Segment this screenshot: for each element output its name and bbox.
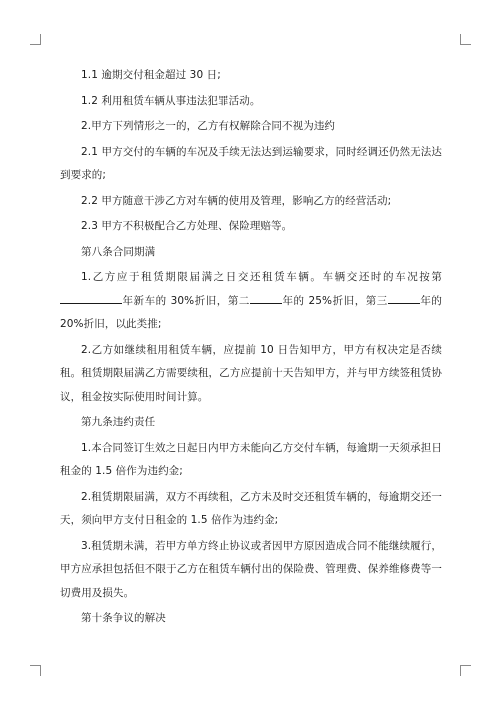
paragraph-article-8-1 <box>60 266 442 337</box>
clause-text-part-1: 1.乙方应于租赁期限届满之日交还租赁车辆。车辆交还时的车况按第 <box>81 271 442 283</box>
paragraph-1-1: 1.1 逾期交付租金超过 30 日; <box>81 69 221 81</box>
clause-text-part-2: 年新车的 30%折旧，第二 <box>122 294 250 307</box>
blank-field-1 <box>60 291 122 304</box>
paragraph-article-8-2: 2.乙方如继续租用租赁车辆，应提前 10 日告知甲方，甲方有权决定是否续租。租赁期限届满乙方需要续租，乙方应提前十天告知甲方，并与甲方续签租赁协议，租金按实际使用时间计算。 <box>60 343 442 403</box>
paragraph-1-2: 1.2 利用租赁车辆从事违法犯罪活动。 <box>81 94 261 107</box>
heading-article-9: 第九条违约责任 <box>81 416 156 428</box>
heading-article-10: 第十条争议的解决 <box>81 612 166 624</box>
crop-mark-top-right <box>460 34 471 45</box>
paragraph-article-9-2: 2.租赁期限届满，双方不再续租，乙方未及时交还租赁车辆的，每逾期交还一天，须向甲方支付日租金的 1.5 倍作为违约金; <box>60 490 442 526</box>
clause-text-part-3: 年的 25%折旧，第三 <box>282 294 388 307</box>
crop-mark-top-left <box>30 34 41 45</box>
clause-text-part-4: 年的 20%折旧，以此类推; <box>60 294 442 330</box>
paragraph-2-3: 2.3 甲方不积极配合乙方处理、保险理赔等。 <box>81 220 293 232</box>
crop-mark-bottom-left <box>30 665 41 676</box>
heading-article-8: 第八条合同期满 <box>81 245 156 258</box>
paragraph-2-1: 2.1 甲方交付的车辆的车况及手续无法达到运输要求，同时经调还仍然无法达到要求的; <box>60 145 442 181</box>
paragraph-article-9-3: 3.租赁期未满，若甲方单方终止协议或者因甲方原因造成合同不能继续履行，甲方应承担包括但不限于乙方在租赁车辆付出的保险费、管理费、保养维修费等一切费用及损失。 <box>60 539 442 599</box>
paragraph-2: 2.甲方下列情形之一的，乙方有权解除合同不视为违约 <box>81 120 336 132</box>
paragraph-2-2: 2.2 甲方随意干涉乙方对车辆的使用及管理，影响乙方的经营活动; <box>81 194 392 207</box>
document-body <box>60 64 442 633</box>
paragraph-article-9-1: 1.本合同签订生效之日起日内甲方未能向乙方交付车辆，每逾期一天须承担日租金的 1.5 倍作为违约金; <box>60 441 442 477</box>
crop-mark-bottom-right <box>460 665 471 676</box>
blank-field-3 <box>388 291 420 304</box>
blank-field-2 <box>250 291 282 304</box>
